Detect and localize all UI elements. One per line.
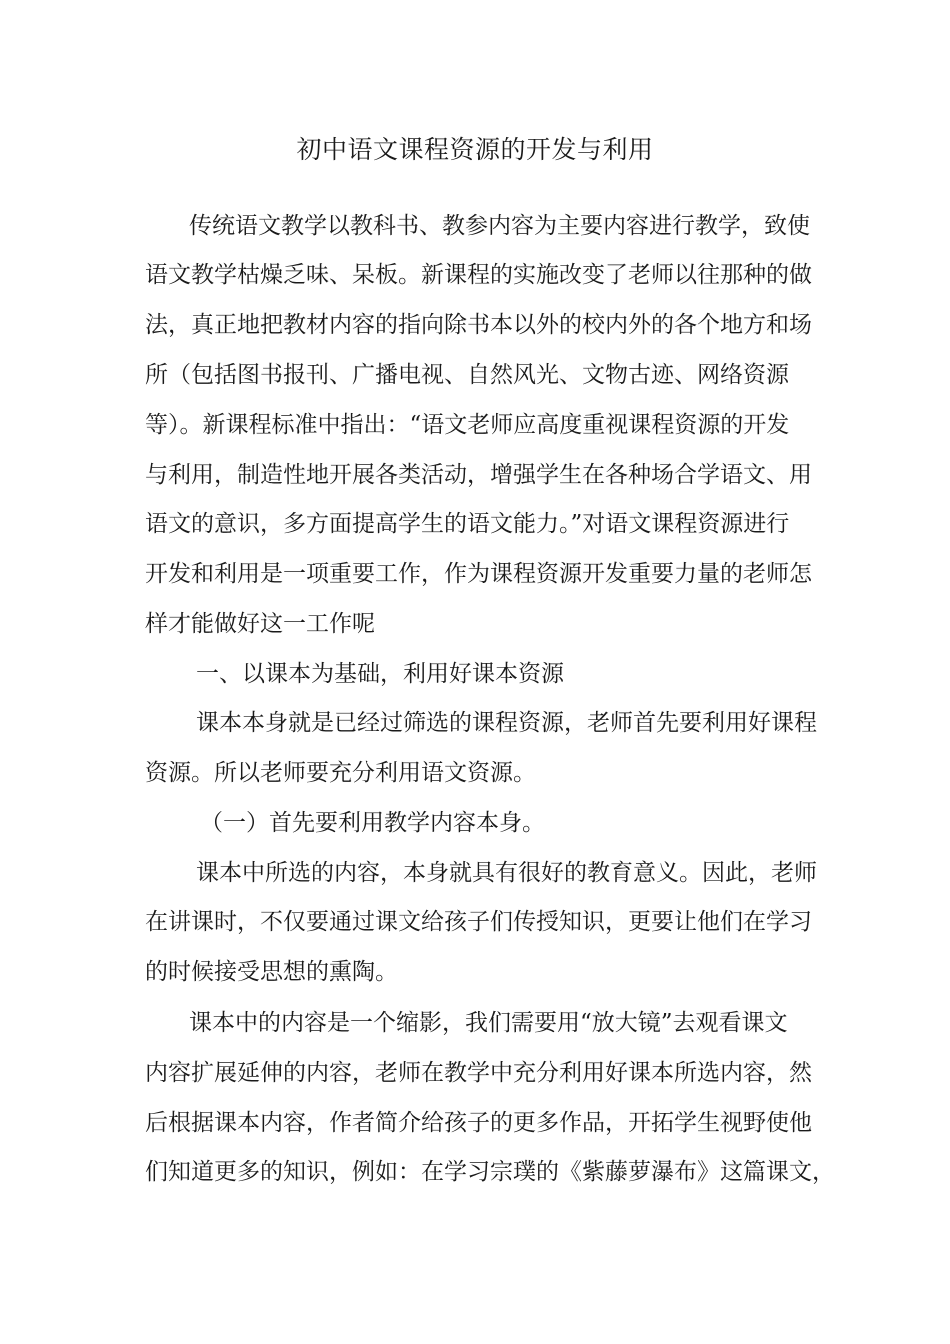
paragraph-line: 语文的意识，多方面提高学生的语文能力。”对语文课程资源进行 [145, 511, 790, 537]
paragraph-line: 课本中所选的内容，本身就具有很好的教育意义。因此，老师 [196, 860, 817, 886]
section-heading: 一、以课本为基础，利用好课本资源 [196, 661, 564, 687]
paragraph-line: 课本中的内容是一个缩影，我们需要用“放大镜”去观看课文 [189, 1010, 788, 1036]
paragraph-line: 内容扩展延伸的内容，老师在教学中充分利用好课本所选内容，然 [145, 1060, 812, 1086]
paragraph-line: 资源。所以老师要充分利用语文资源。 [145, 760, 536, 786]
paragraph-line: 们知道更多的知识，例如：在学习宗璞的《紫藤萝瀑布》这篇课文， [145, 1159, 835, 1185]
paragraph-line: 后根据课本内容，作者简介给孩子的更多作品，开拓学生视野使他 [145, 1110, 812, 1136]
paragraph-line: 语文教学枯燥乏味、呆板。新课程的实施改变了老师以往那种的做 [145, 262, 812, 288]
paragraph-line: 法，真正地把教材内容的指向除书本以外的校内外的各个地方和场 [145, 312, 812, 338]
paragraph-line: 与利用，制造性地开展各类活动，增强学生在各种场合学语文、用 [145, 462, 812, 488]
paragraph-line: 的时候接受思想的熏陶。 [145, 959, 398, 985]
paragraph-line: 等）。新课程标准中指出：“语文老师应高度重视课程资源的开发 [145, 412, 790, 438]
paragraph-line: 在讲课时，不仅要通过课文给孩子们传授知识，更要让他们在学习 [145, 909, 812, 935]
paragraph-line: 课本本身就是已经过筛选的课程资源，老师首先要利用好课程 [196, 710, 817, 736]
paragraph-line: 所（包括图书报刊、广播电视、自然风光、文物古迹、网络资源 [145, 362, 789, 388]
document-title: 初中语文课程资源的开发与利用 [296, 135, 654, 164]
paragraph-line: 开发和利用是一项重要工作，作为课程资源开发重要力量的老师怎 [145, 561, 812, 587]
paragraph-line: 样才能做好这一工作呢 [145, 611, 375, 637]
subsection-heading: （一）首先要利用教学内容本身。 [200, 810, 545, 836]
paragraph-line: 传统语文教学以教科书、教参内容为主要内容进行教学，致使 [189, 213, 810, 239]
